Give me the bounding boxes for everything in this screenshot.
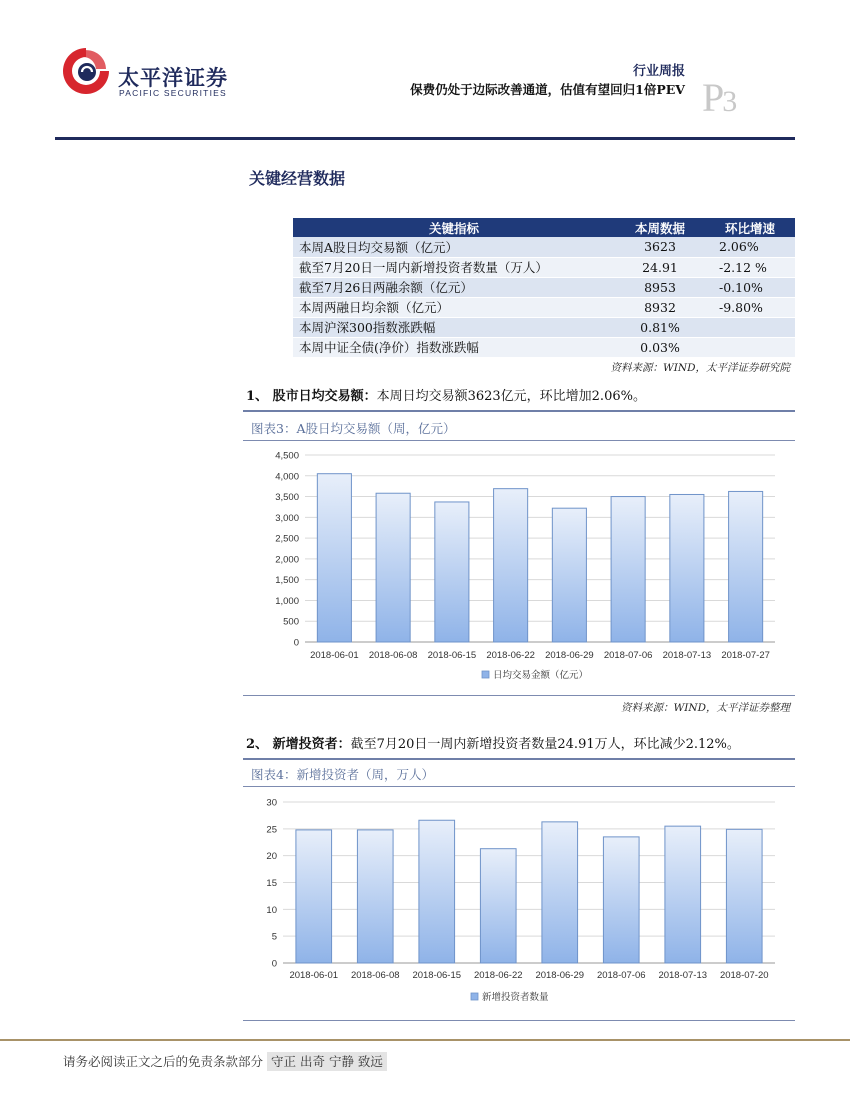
pacific-securities-logo-icon bbox=[60, 45, 112, 97]
y-tick-label: 4,000 bbox=[275, 471, 299, 483]
metric-cell: 本周沪深300指数涨跌幅 bbox=[293, 317, 615, 337]
y-tick-label: 3,500 bbox=[275, 492, 299, 504]
y-tick-label: 500 bbox=[283, 616, 299, 628]
change-cell bbox=[705, 337, 795, 357]
figure3-source-note: 资料来源：WIND，太平洋证券整理 bbox=[620, 702, 790, 714]
paragraph-text: 本周日均交易额3623亿元，环比增加2.06%。 bbox=[376, 389, 646, 404]
x-tick-label: 2018-07-13 bbox=[658, 970, 708, 981]
page-number-value: 3 bbox=[722, 85, 738, 118]
table-row bbox=[293, 317, 795, 337]
bar bbox=[494, 489, 528, 642]
report-title: 保费仍处于边际改善通道，估值有望回归1倍PEV bbox=[410, 82, 685, 97]
legend-label: 新增投资者数量 bbox=[482, 992, 549, 1003]
paragraph-new-investors bbox=[246, 733, 740, 752]
y-tick-label: 30 bbox=[266, 797, 277, 809]
y-tick-label: 2,000 bbox=[275, 554, 299, 566]
footer-divider bbox=[0, 1039, 850, 1041]
company-motto: 守正 出奇 宁静 致远 bbox=[267, 1052, 387, 1071]
y-tick-label: 0 bbox=[271, 958, 277, 970]
x-tick-label: 2018-06-15 bbox=[412, 970, 462, 981]
y-tick-label: 1,500 bbox=[275, 575, 299, 587]
bar bbox=[670, 494, 704, 642]
column-header-value: 本周数据 bbox=[615, 218, 705, 237]
paragraph-text: 截至7月20日一周内新增投资者数量24.91万人，环比减少2.12%。 bbox=[350, 737, 740, 752]
y-tick-label: 2,500 bbox=[275, 533, 299, 545]
change-cell: -2.12 % bbox=[705, 257, 795, 277]
paragraph-trading-volume bbox=[246, 385, 646, 404]
disclaimer-text: 请务必阅读正文之后的免责条款部分 bbox=[63, 1054, 264, 1069]
value-cell: 24.91 bbox=[615, 257, 705, 277]
metric-cell: 截至7月26日两融余额（亿元） bbox=[293, 277, 615, 297]
x-tick-label: 2018-06-22 bbox=[473, 970, 523, 981]
bar bbox=[296, 830, 332, 963]
paragraph-lead: 1、 股市日均交易额： bbox=[246, 389, 377, 404]
y-tick-label: 15 bbox=[266, 878, 277, 889]
bar bbox=[317, 474, 351, 642]
figure3-caption-rule bbox=[243, 440, 795, 441]
value-cell: 8953 bbox=[615, 277, 705, 297]
figure3-bar-chart bbox=[243, 443, 795, 693]
y-tick-label: 20 bbox=[266, 851, 277, 863]
value-cell: 8932 bbox=[615, 297, 705, 317]
bar bbox=[435, 502, 469, 642]
x-tick-label: 2018-06-01 bbox=[310, 650, 359, 661]
table-row bbox=[293, 237, 795, 257]
value-cell: 3623 bbox=[615, 237, 705, 257]
figure3-bottom-rule bbox=[243, 695, 795, 696]
value-cell: 0.03% bbox=[615, 337, 705, 357]
table-row bbox=[293, 277, 795, 297]
bar bbox=[603, 837, 639, 963]
figure4-caption: 图表4：新增投资者（周，万人） bbox=[251, 767, 434, 782]
metric-cell: 本周A股日均交易额（亿元） bbox=[293, 237, 615, 257]
column-header-change: 环比增速 bbox=[705, 218, 795, 237]
figure4-top-rule bbox=[243, 758, 795, 760]
page-prefix: P bbox=[702, 75, 725, 120]
legend-label: 日均交易金额（亿元） bbox=[493, 670, 589, 681]
value-cell: 0.81% bbox=[615, 317, 705, 337]
report-type: 行业周报 bbox=[632, 64, 685, 79]
x-tick-label: 2018-07-13 bbox=[662, 650, 712, 661]
y-tick-label: 5 bbox=[271, 931, 277, 943]
legend-swatch bbox=[482, 671, 489, 678]
bar bbox=[542, 822, 578, 963]
x-tick-label: 2018-06-29 bbox=[545, 650, 594, 661]
x-tick-label: 2018-06-22 bbox=[486, 650, 535, 661]
legend-swatch bbox=[471, 993, 478, 1000]
y-tick-label: 1,000 bbox=[275, 595, 299, 607]
table-header-row bbox=[293, 218, 795, 237]
section-title: 关键经营数据 bbox=[249, 169, 346, 188]
y-tick-label: 10 bbox=[266, 904, 277, 916]
key-data-table bbox=[293, 218, 795, 358]
figure4-bar-chart bbox=[243, 789, 795, 1015]
table-row bbox=[293, 297, 795, 317]
x-tick-label: 2018-06-29 bbox=[535, 970, 585, 981]
bar bbox=[726, 829, 762, 963]
bar bbox=[357, 830, 393, 963]
table-row bbox=[293, 257, 795, 277]
y-tick-label: 25 bbox=[266, 824, 277, 836]
figure3-caption: 图表3：A股日均交易额（周，亿元） bbox=[251, 421, 456, 436]
figure3-top-rule bbox=[243, 410, 795, 412]
footer-disclaimer bbox=[63, 1052, 387, 1070]
y-tick-label: 3,000 bbox=[275, 512, 299, 524]
y-tick-label: 0 bbox=[293, 637, 299, 649]
x-tick-label: 2018-06-15 bbox=[427, 650, 477, 661]
x-tick-label: 2018-07-27 bbox=[721, 650, 770, 661]
x-tick-label: 2018-07-06 bbox=[596, 970, 646, 981]
table-row bbox=[293, 337, 795, 357]
figure4-bottom-rule bbox=[243, 1020, 795, 1021]
metric-cell: 本周中证全债(净价）指数涨跌幅 bbox=[293, 337, 615, 357]
bar bbox=[419, 820, 455, 963]
bar bbox=[480, 849, 516, 963]
x-tick-label: 2018-06-08 bbox=[368, 650, 418, 661]
table-source-note: 资料来源：WIND，太平洋证券研究院 bbox=[610, 362, 790, 374]
header-divider bbox=[55, 137, 795, 140]
metric-cell: 截至7月20日一周内新增投资者数量（万人） bbox=[293, 257, 615, 277]
change-cell: -9.80% bbox=[705, 297, 795, 317]
x-tick-label: 2018-06-01 bbox=[289, 970, 339, 981]
brand-name-en: PACIFIC SECURITIES bbox=[119, 88, 227, 98]
paragraph-lead: 2、 新增投资者： bbox=[246, 737, 351, 752]
x-tick-label: 2018-06-08 bbox=[350, 970, 400, 981]
change-cell: 2.06% bbox=[705, 237, 795, 257]
y-tick-label: 4,500 bbox=[275, 450, 299, 462]
column-header-metric: 关键指标 bbox=[293, 218, 615, 237]
bar bbox=[729, 491, 763, 642]
change-cell: -0.10% bbox=[705, 277, 795, 297]
page-number bbox=[702, 74, 737, 121]
brand-name-cn: 太平洋证券 bbox=[118, 66, 228, 90]
bar bbox=[611, 497, 645, 642]
x-tick-label: 2018-07-06 bbox=[603, 650, 653, 661]
bar bbox=[552, 508, 586, 642]
x-tick-label: 2018-07-20 bbox=[719, 970, 769, 981]
bar bbox=[376, 493, 410, 642]
change-cell bbox=[705, 317, 795, 337]
bar bbox=[665, 826, 701, 963]
metric-cell: 本周两融日均余额（亿元） bbox=[293, 297, 615, 317]
figure4-caption-rule bbox=[243, 786, 795, 787]
